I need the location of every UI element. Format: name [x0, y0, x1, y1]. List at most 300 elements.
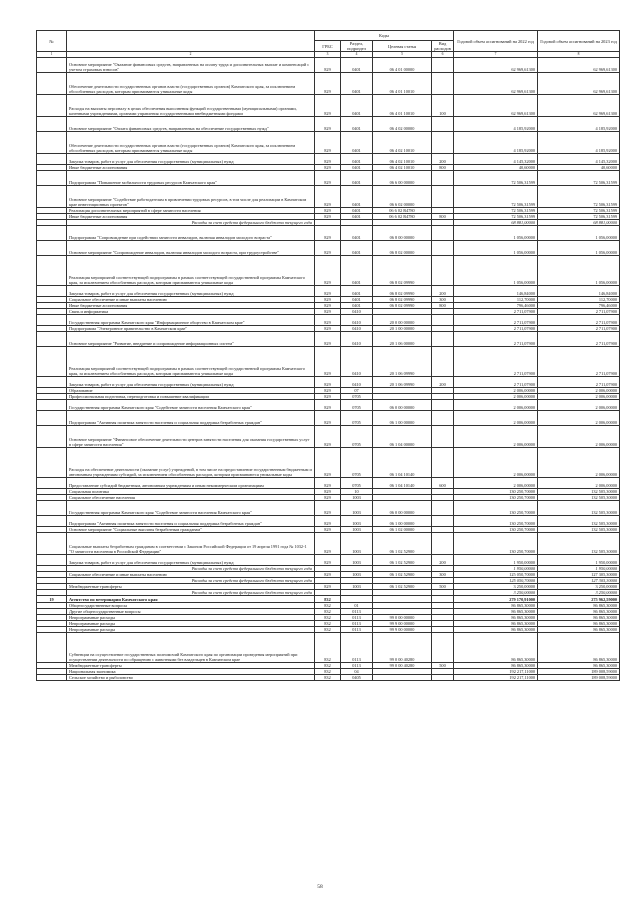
row-num-cell	[37, 516, 67, 527]
row-amount-2023-cell: 72 506,31599	[538, 214, 620, 220]
row-article-cell: 99 0 00 40280	[373, 633, 432, 663]
row-kind-cell	[432, 186, 454, 208]
row-name-cell: Иные бюджетные ассигнования	[67, 214, 315, 220]
row-amount-2023-cell: 2 711,07900	[538, 326, 620, 332]
row-grbs-cell: 829	[315, 256, 341, 286]
row-num-cell	[37, 501, 67, 516]
row-grbs-cell: 829	[315, 572, 341, 578]
table-row	[37, 533, 620, 555]
row-grbs-cell: 829	[315, 171, 341, 186]
row-name-cell: Предоставление субсидий бюджетным, автономным учреждениям и иным некоммерческим организациям	[67, 478, 315, 489]
row-kind-cell	[432, 241, 454, 256]
row-kind-cell	[432, 332, 454, 347]
row-grbs-cell: 829	[315, 394, 341, 400]
col-number: 3	[315, 52, 341, 58]
row-section-cell: 07	[341, 388, 373, 394]
row-name-cell: Подпрограмма "Сопровождение при содействии занятости инвалидов, включая инвалидов молодого возраста"	[67, 226, 315, 241]
row-article-cell: 06 1 04 00000	[373, 426, 432, 448]
row-section-cell: 0401	[341, 256, 373, 286]
table-row	[37, 326, 620, 332]
row-num-cell	[37, 332, 67, 347]
table-row	[37, 448, 620, 478]
row-num-cell	[37, 400, 67, 411]
row-kind-cell: 300	[432, 572, 454, 578]
row-article-cell: 06 6 02 R4780	[373, 214, 432, 220]
row-name-cell: Общегосударственные вопросы	[67, 603, 315, 609]
row-amount-2023-cell: 2 711,07900	[538, 347, 620, 377]
row-amount-2022-cell: 86 865,30000	[454, 615, 538, 621]
row-amount-2022-cell: 1 950,00000	[454, 555, 538, 566]
row-grbs-cell: 829	[315, 584, 341, 590]
row-amount-2023-cell: 86 865,30000	[538, 615, 620, 621]
row-amount-2023-cell: 2 711,07900	[538, 315, 620, 326]
row-article-cell: 06 1 04 10140	[373, 448, 432, 478]
table-row	[37, 165, 620, 171]
header-vol-2022: Годовой объем ассигнований на 2022 год	[454, 31, 538, 52]
row-kind-cell: 200	[432, 154, 454, 165]
row-name-cell: Реализация мероприятий соответствующей подпрограммы в рамках соответствующей государственной программы Камчатского края, за исключением обособленных расходов, которым присваиваются уникальные коды	[67, 256, 315, 286]
table-body	[37, 58, 620, 681]
row-kind-cell: 600	[432, 478, 454, 489]
row-grbs-cell: 832	[315, 669, 341, 675]
row-kind-cell: 800	[432, 165, 454, 171]
row-section-cell: 1003	[341, 555, 373, 566]
row-num-cell	[37, 315, 67, 326]
row-section-cell: 0410	[341, 309, 373, 315]
row-section-cell: 0401	[341, 214, 373, 220]
table-row	[37, 572, 620, 578]
row-amount-2023-cell: 86 865,30000	[538, 603, 620, 609]
row-amount-2023-cell: 2 711,07900	[538, 309, 620, 315]
row-grbs-cell: 829	[315, 117, 341, 132]
row-name-cell: Подпрограмма "Электронное правительство в Камчатском крае"	[67, 326, 315, 332]
row-article-cell: 06 8 02 09990	[373, 256, 432, 286]
row-section-cell: 0401	[341, 73, 373, 95]
row-grbs-cell: 829	[315, 533, 341, 555]
row-amount-2023-cell: 2 711,07900	[538, 377, 620, 388]
row-name-cell: Расходы за счет средств федерального бюджета текущего года	[67, 220, 315, 226]
row-section-cell: 0401	[341, 58, 373, 73]
row-article-cell: 99 9 00 00000	[373, 627, 432, 633]
table-row	[37, 495, 620, 501]
row-num-cell	[37, 533, 67, 555]
row-name-cell: Профессиональная подготовка, переподготовка и повышение квалификации	[67, 394, 315, 400]
row-amount-2022-cell: 86 865,30000	[454, 603, 538, 609]
row-num-cell	[37, 377, 67, 388]
row-article-cell: 06 6 02 00000	[373, 186, 432, 208]
row-grbs-cell: 832	[315, 596, 341, 603]
row-amount-2022-cell: 72 506,31599	[454, 214, 538, 220]
row-grbs-cell: 829	[315, 555, 341, 566]
row-num-cell	[37, 58, 67, 73]
header-codes: Коды	[315, 31, 454, 41]
row-name-cell: Сельское хозяйство и рыболовство	[67, 675, 315, 681]
row-amount-2023-cell: 2 006,00000	[538, 411, 620, 426]
col-number: 1	[37, 52, 67, 58]
row-grbs-cell: 829	[315, 495, 341, 501]
row-name-cell: Социальное обеспечение населения	[67, 495, 315, 501]
row-amount-2022-cell: 3 250,00000	[454, 590, 538, 596]
row-num-cell	[37, 426, 67, 448]
row-name-cell: Основное мероприятие "Развитие, внедрение и сопровождение информационных систем"	[67, 332, 315, 347]
row-article-cell: 06 4 01 10010	[373, 73, 432, 95]
row-grbs-cell: 829	[315, 226, 341, 241]
row-grbs-cell: 832	[315, 603, 341, 609]
row-num-cell	[37, 95, 67, 117]
row-section-cell: 0410	[341, 332, 373, 347]
row-amount-2023-cell: 4 185,92000	[538, 132, 620, 154]
table-row	[37, 332, 620, 347]
row-kind-cell	[432, 132, 454, 154]
table-row	[37, 73, 620, 95]
row-section-cell: 0401	[341, 241, 373, 256]
row-grbs-cell: 829	[315, 326, 341, 332]
row-num-cell	[37, 171, 67, 186]
row-amount-2023-cell: 1 056,00000	[538, 256, 620, 286]
table-row	[37, 633, 620, 663]
row-name-cell: Обеспечение деятельности государственных органов власти (государственных органов) Камчатского края, за исключением обособленных расходов, которым присваиваются уникальные коды	[67, 132, 315, 154]
header-section: Раздел, подраздел	[341, 41, 373, 52]
row-article-cell: 06 6 00 00000	[373, 171, 432, 186]
table-row	[37, 117, 620, 132]
row-grbs-cell: 829	[315, 214, 341, 220]
row-kind-cell: 200	[432, 555, 454, 566]
row-amount-2022-cell: 1 056,00000	[454, 226, 538, 241]
row-article-cell	[373, 675, 432, 681]
row-amount-2023-cell: 127 305,30000	[538, 578, 620, 584]
row-kind-cell	[432, 73, 454, 95]
row-kind-cell	[432, 400, 454, 411]
table-row	[37, 208, 620, 214]
row-section-cell: 0705	[341, 478, 373, 489]
row-section-cell: 0113	[341, 615, 373, 621]
col-number: 5	[373, 52, 432, 58]
row-section-cell: 1003	[341, 501, 373, 516]
row-section-cell: 0705	[341, 426, 373, 448]
row-amount-2022-cell: 62 969,61300	[454, 58, 538, 73]
row-amount-2022-cell: 1 056,00000	[454, 241, 538, 256]
row-article-cell: 06 1 04 10140	[373, 478, 432, 489]
row-name-cell: Социальные выплаты безработным гражданам в соответствии с Законом Российской Федерации от 19 апреля 1991 года № 1032-1 "О занятости населения в Российской Федерации"	[67, 533, 315, 555]
table-row	[37, 95, 620, 117]
table-row	[37, 226, 620, 241]
table-row	[37, 256, 620, 286]
row-num-cell	[37, 347, 67, 377]
row-amount-2022-cell: 62 969,61300	[454, 95, 538, 117]
row-section-cell: 0401	[341, 165, 373, 171]
col-number: 4	[341, 52, 373, 58]
table-row	[37, 241, 620, 256]
row-amount-2023-cell: 1 950,00000	[538, 566, 620, 572]
row-num-cell	[37, 226, 67, 241]
row-name-cell: Подпрограмма "Повышение мобильности трудовых ресурсов Камчатского края"	[67, 171, 315, 186]
row-num-cell	[37, 186, 67, 208]
row-section-cell: 0401	[341, 226, 373, 241]
row-amount-2023-cell: 189 008,59000	[538, 669, 620, 675]
row-amount-2022-cell: 125 050,70000	[454, 578, 538, 584]
row-article-cell: 06 1 02 52900	[373, 555, 432, 566]
row-name-cell: Основное мероприятие "Финансовое обеспечение деятельности центров занятости населения для оказания государственных услуг в сфере занятости населения"	[67, 426, 315, 448]
row-section-cell	[341, 596, 373, 603]
row-amount-2023-cell: 132 505,30000	[538, 533, 620, 555]
row-section-cell: 0401	[341, 286, 373, 297]
row-grbs-cell: 829	[315, 400, 341, 411]
row-grbs-cell: 829	[315, 347, 341, 377]
row-name-cell: Межбюджетные трансферты	[67, 663, 315, 669]
row-grbs-cell: 829	[315, 95, 341, 117]
table-row	[37, 286, 620, 297]
row-kind-cell	[432, 347, 454, 377]
table-row	[37, 58, 620, 73]
row-section-cell: 0401	[341, 132, 373, 154]
row-grbs-cell: 832	[315, 615, 341, 621]
row-amount-2022-cell: 796,46000	[454, 303, 538, 309]
row-kind-cell	[432, 448, 454, 478]
row-amount-2023-cell: 2 711,07900	[538, 332, 620, 347]
row-amount-2023-cell: 4 185,92000	[538, 117, 620, 132]
row-name-cell: Непрограммные расходы	[67, 621, 315, 627]
row-amount-2022-cell: 2 711,07900	[454, 309, 538, 315]
row-name-cell: Основное мероприятие "Социальные выплаты безработным гражданам"	[67, 527, 315, 533]
row-grbs-cell: 829	[315, 132, 341, 154]
row-num-cell	[37, 411, 67, 426]
row-amount-2023-cell: 275 962,59000	[538, 596, 620, 603]
row-amount-2023-cell: 62 969,61300	[538, 58, 620, 73]
row-article-cell: 20 1 00 00000	[373, 326, 432, 332]
table-row	[37, 426, 620, 448]
header-kind: Вид расходов	[432, 41, 454, 52]
row-amount-2023-cell: 132 505,30000	[538, 489, 620, 495]
row-article-cell: 06 8 02 00000	[373, 241, 432, 256]
row-amount-2022-cell: 2 711,07900	[454, 347, 538, 377]
row-section-cell: 1003	[341, 584, 373, 590]
row-kind-cell	[432, 171, 454, 186]
row-amount-2022-cell: 2 006,00000	[454, 478, 538, 489]
row-section-cell: 0405	[341, 675, 373, 681]
row-grbs-cell: 829	[315, 501, 341, 516]
row-num-cell	[37, 478, 67, 489]
col-number: 8	[538, 52, 620, 58]
row-name-cell: Образование	[67, 388, 315, 394]
header-grbs: ГРБС	[315, 41, 341, 52]
row-amount-2023-cell: 112,70000	[538, 297, 620, 303]
row-name-cell: Расходы на обеспечение деятельности (оказание услуг) учреждений, в том числе на предоставление государственным бюджетным и автономным учреждениям субсидий, за исключением обособленных расходов, которым присваиваются уникальные коды	[67, 448, 315, 478]
row-amount-2023-cell: 2 006,00000	[538, 400, 620, 411]
row-article-cell: 06 0 00 00000	[373, 501, 432, 516]
row-section-cell: 0705	[341, 448, 373, 478]
row-amount-2023-cell: 132 505,30000	[538, 516, 620, 527]
row-kind-cell	[432, 516, 454, 527]
row-article-cell: 06 1 00 00000	[373, 516, 432, 527]
row-article-cell: 06 4 01 10010	[373, 95, 432, 117]
table-row	[37, 527, 620, 533]
table-row	[37, 377, 620, 388]
table-row	[37, 411, 620, 426]
row-section-cell: 0401	[341, 171, 373, 186]
row-amount-2023-cell: 2 006,00000	[538, 388, 620, 394]
row-amount-2023-cell: 2 006,00000	[538, 448, 620, 478]
row-article-cell: 06 1 02 52900	[373, 572, 432, 578]
row-amount-2023-cell: 146,84000	[538, 286, 620, 297]
row-amount-2022-cell: 125 050,70000	[454, 572, 538, 578]
row-amount-2023-cell: 86 865,30000	[538, 663, 620, 669]
row-article-cell: 06 8 00 00000	[373, 226, 432, 241]
row-amount-2022-cell: 72 506,31599	[454, 208, 538, 214]
row-section-cell: 0401	[341, 208, 373, 214]
row-name-cell: Основное мероприятие "Оказание финансовых средств, направленных на оплату труда и дополнительных выплат и компенсаций с учетом страховых взносов"	[67, 58, 315, 73]
row-article-cell: 99 9 00 00000	[373, 621, 432, 627]
row-name-cell: Закупка товаров, работ и услуг для обеспечения государственных (муниципальных) нужд	[67, 286, 315, 297]
row-amount-2023-cell: 1 056,00000	[538, 226, 620, 241]
row-amount-2023-cell: 132 505,30000	[538, 501, 620, 516]
header-name	[67, 31, 315, 52]
table-row	[37, 315, 620, 326]
row-amount-2022-cell: 130 250,70000	[454, 516, 538, 527]
row-amount-2023-cell: 4 145,32000	[538, 154, 620, 165]
row-article-cell: 20 1 06 09990	[373, 377, 432, 388]
row-kind-cell: 800	[432, 214, 454, 220]
row-amount-2022-cell: 86 865,30000	[454, 621, 538, 627]
row-name-cell: Реализация мероприятий соответствующей подпрограммы в рамках соответствующей государственной программы Камчатского края, за исключением обособленных расходов, которым присваиваются уникальные коды	[67, 347, 315, 377]
row-amount-2023-cell: 86 865,30000	[538, 633, 620, 663]
table-row	[37, 596, 620, 603]
row-article-cell: 20 0 00 00000	[373, 315, 432, 326]
row-amount-2022-cell: 130 250,70000	[454, 495, 538, 501]
row-name-cell: Закупка товаров, работ и услуг для обеспечения государственных (муниципальных) нужд	[67, 555, 315, 566]
row-article-cell: 20 1 06 09990	[373, 347, 432, 377]
row-amount-2022-cell: 86 865,30000	[454, 663, 538, 669]
row-article-cell: 06 1 02 52900	[373, 584, 432, 590]
row-name-cell: Другие общегосударственные вопросы	[67, 609, 315, 615]
row-kind-cell: 300	[432, 297, 454, 303]
row-amount-2022-cell: 86 865,30000	[454, 633, 538, 663]
row-section-cell: 01	[341, 603, 373, 609]
row-num-cell	[37, 448, 67, 478]
row-article-cell: 06 4 02 00000	[373, 117, 432, 132]
row-grbs-cell: 829	[315, 303, 341, 309]
row-amount-2022-cell: 2 711,07900	[454, 315, 538, 326]
row-amount-2022-cell: 72 506,31599	[454, 186, 538, 208]
row-name-cell: Непрограммные расходы	[67, 627, 315, 633]
table-row	[37, 171, 620, 186]
row-amount-2022-cell: 130 250,70000	[454, 527, 538, 533]
row-section-cell: 0705	[341, 400, 373, 411]
row-amount-2023-cell: 132 505,30000	[538, 527, 620, 533]
row-grbs-cell: 829	[315, 411, 341, 426]
row-grbs-cell: 829	[315, 309, 341, 315]
row-section-cell: 0401	[341, 117, 373, 132]
row-grbs-cell: 832	[315, 627, 341, 633]
row-kind-cell	[432, 633, 454, 663]
row-name-cell: Межбюджетные трансферты	[67, 584, 315, 590]
table-row	[37, 214, 620, 220]
row-name-cell: Реализация дополнительных мероприятий в сфере занятости населения	[67, 208, 315, 214]
row-name-cell: Основное мероприятие "Оплата финансовых средств, направленных на обеспечение государственных нужд"	[67, 117, 315, 132]
row-grbs-cell: 829	[315, 426, 341, 448]
table-row	[37, 478, 620, 489]
row-amount-2023-cell: 62 969,61300	[538, 73, 620, 95]
row-amount-2022-cell: 2 006,00000	[454, 426, 538, 448]
header-vol-2023: Годовой объем ассигнований на 2023 год	[538, 31, 620, 52]
row-article-cell: 06 8 02 09990	[373, 297, 432, 303]
row-grbs-cell: 829	[315, 241, 341, 256]
table-row	[37, 555, 620, 566]
row-section-cell: 0113	[341, 627, 373, 633]
row-section-cell: 1003	[341, 572, 373, 578]
row-section-cell: 0410	[341, 326, 373, 332]
row-name-cell: Государственная программа Камчатского края "Содействие занятости населения Камчатского края"	[67, 400, 315, 411]
row-grbs-cell: 829	[315, 332, 341, 347]
row-grbs-cell: 829	[315, 73, 341, 95]
row-kind-cell	[432, 501, 454, 516]
row-amount-2023-cell: 2 006,00000	[538, 478, 620, 489]
row-name-cell: Подпрограмма "Активная политика занятости населения и социальная поддержка безработных граждан"	[67, 516, 315, 527]
table-row	[37, 609, 620, 615]
row-section-cell: 0410	[341, 315, 373, 326]
row-kind-cell	[432, 411, 454, 426]
row-num-cell	[37, 555, 67, 566]
row-num-cell: 19	[37, 596, 67, 603]
row-amount-2023-cell: 68 881,00000	[538, 220, 620, 226]
row-name-cell: Расходы на выплаты персоналу в целях обеспечения выполнения функций государственными (муниципальными) органами, казенными учреждениями, органами управления государственными внебюджетными фондами	[67, 95, 315, 117]
row-grbs-cell: 829	[315, 154, 341, 165]
row-article-cell: 06 6 02 R4780	[373, 208, 432, 214]
row-kind-cell	[432, 58, 454, 73]
row-section-cell: 1003	[341, 533, 373, 555]
row-grbs-cell: 829	[315, 208, 341, 214]
row-amount-2023-cell: 86 865,30000	[538, 621, 620, 627]
row-section-cell: 1003	[341, 516, 373, 527]
row-article-cell: 06 1 00 00000	[373, 411, 432, 426]
row-amount-2023-cell: 40,60000	[538, 165, 620, 171]
row-amount-2023-cell: 86 865,30000	[538, 627, 620, 633]
row-section-cell: 04	[341, 669, 373, 675]
row-grbs-cell: 829	[315, 388, 341, 394]
row-name-cell: Иные бюджетные ассигнования	[67, 303, 315, 309]
row-amount-2023-cell: 3 250,00000	[538, 590, 620, 596]
row-name-cell: Социальное обеспечение и иные выплаты населению	[67, 297, 315, 303]
row-name-cell: Закупка товаров, работ и услуг для обеспечения государственных (муниципальных) нужд	[67, 154, 315, 165]
row-grbs-cell: 829	[315, 527, 341, 533]
row-num-cell	[37, 633, 67, 663]
row-amount-2022-cell: 2 006,00000	[454, 388, 538, 394]
table-row	[37, 400, 620, 411]
row-kind-cell: 100	[432, 95, 454, 117]
row-amount-2022-cell: 2 711,07900	[454, 332, 538, 347]
row-section-cell: 0113	[341, 633, 373, 663]
header-article: Целевая статья	[373, 41, 432, 52]
row-section-cell: 10	[341, 489, 373, 495]
row-name-cell: Расходы за счет средств федерального бюджета текущего года	[67, 578, 315, 584]
row-name-cell: Основное мероприятие "Содействие работодателям в привлечении трудовых ресурсов, в том числе для реализации в Камчатском крае инвестиционных проектов"	[67, 186, 315, 208]
row-grbs-cell: 829	[315, 297, 341, 303]
row-name-cell: Государственная программа Камчатского края "Содействие занятости населения Камчатского края"	[67, 501, 315, 516]
row-name-cell: Иные бюджетные ассигнования	[67, 165, 315, 171]
row-amount-2022-cell: 4 145,32000	[454, 154, 538, 165]
table-row	[37, 603, 620, 609]
row-amount-2023-cell: 189 008,59000	[538, 675, 620, 681]
row-section-cell: 0401	[341, 303, 373, 309]
row-amount-2022-cell: 62 969,61300	[454, 73, 538, 95]
col-number: 7	[454, 52, 538, 58]
row-article-cell: 06 4 01 00000	[373, 58, 432, 73]
row-grbs-cell: 829	[315, 516, 341, 527]
row-grbs-cell: 832	[315, 609, 341, 615]
row-num-cell	[37, 132, 67, 154]
row-article-cell: 06 0 00 00000	[373, 400, 432, 411]
row-section-cell: 0705	[341, 394, 373, 400]
row-amount-2022-cell: 130 250,70000	[454, 533, 538, 555]
